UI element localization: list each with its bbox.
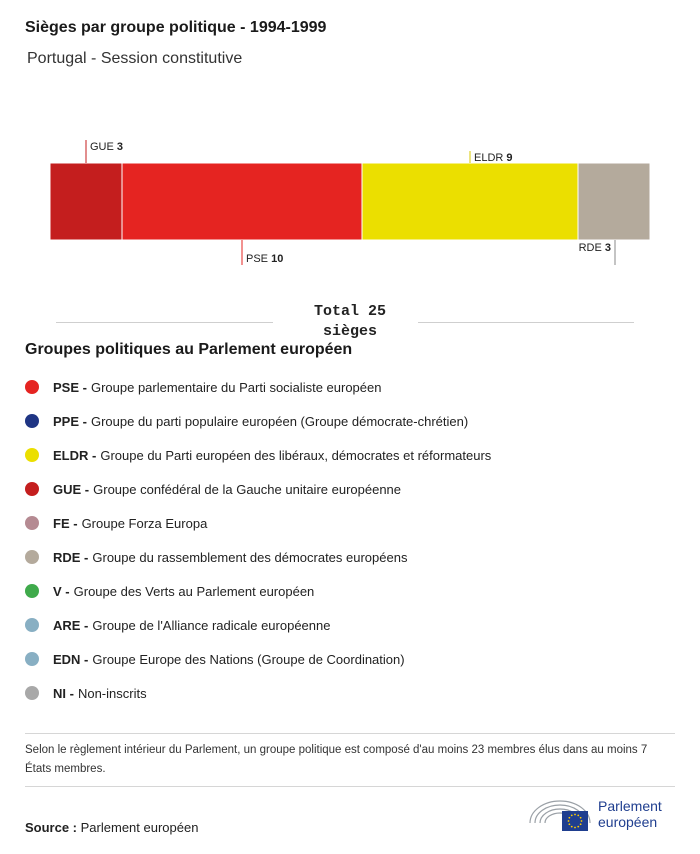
legend-text: Groupe confédéral de la Gauche unitaire européenne <box>93 481 402 497</box>
legend-abbr: PPE - <box>53 413 87 429</box>
logo-text-line2: européen <box>598 814 658 830</box>
chart-subtitle: Portugal - Session constitutive <box>27 50 243 67</box>
eu-star-icon <box>574 827 576 829</box>
legend-abbr: FE - <box>53 515 78 531</box>
total-seats-line2: sièges <box>322 323 377 340</box>
bar-segment-rde <box>578 163 650 240</box>
legend-text: Groupe des Verts au Parlement européen <box>73 583 315 599</box>
legend-dot-icon <box>25 686 39 700</box>
legend-abbr: ELDR - <box>53 447 97 463</box>
note-divider-bottom <box>25 786 675 787</box>
chart-title: Sièges par groupe politique - 1994-1999 <box>25 19 327 36</box>
legend-dot-icon <box>25 618 39 632</box>
bar-segment-gue <box>50 163 122 240</box>
legend-abbr: ARE - <box>53 617 89 633</box>
eu-star-icon <box>571 826 573 828</box>
legend-text: Groupe Europe des Nations (Groupe de Coordination) <box>92 651 405 667</box>
legend-abbr: PSE - <box>53 379 87 395</box>
legend-dot-icon <box>25 516 39 530</box>
legend-item-edn <box>25 642 491 676</box>
eu-star-icon <box>571 814 573 816</box>
parliament-logo <box>528 795 662 833</box>
legend-abbr: V - <box>53 583 70 599</box>
hemicycle-icon <box>528 795 592 833</box>
seat-bar-chart <box>0 130 700 270</box>
eu-star-icon <box>580 823 582 825</box>
legend-dot-icon <box>25 380 39 394</box>
legend-dot-icon <box>25 652 39 666</box>
legend-dot-icon <box>25 448 39 462</box>
logo-text-line1: Parlement <box>598 798 662 814</box>
legend-item-fe <box>25 506 491 540</box>
legend-text: Groupe parlementaire du Parti socialiste européen <box>90 379 382 395</box>
legend-item-ppe <box>25 404 491 438</box>
legend-abbr: GUE - <box>53 481 90 497</box>
legend-abbr: NI - <box>53 685 74 701</box>
eu-star-icon <box>574 814 576 816</box>
total-divider-right <box>418 322 634 323</box>
label-value-eldr: 9 <box>506 152 513 164</box>
legend-text: Groupe du Parti européen des libéraux, démocrates et réformateurs <box>100 447 492 463</box>
legend-dot-icon <box>25 482 39 496</box>
legend-abbr: RDE - <box>53 549 89 565</box>
legend-item-ni <box>25 676 491 710</box>
legend-text: Groupe Forza Europa <box>81 515 208 531</box>
label-eldr <box>474 152 513 164</box>
legend-list <box>25 370 491 710</box>
total-divider-left <box>56 322 273 323</box>
legend-text: Non-inscrits <box>77 685 147 701</box>
eu-star-icon <box>581 820 583 822</box>
legend-heading: Groupes politiques au Parlement européen <box>25 341 353 358</box>
legend-dot-icon <box>25 584 39 598</box>
source-text: Parlement européen <box>80 820 199 835</box>
label-value-pse: 10 <box>271 253 284 265</box>
eu-star-icon <box>568 820 570 822</box>
legend-item-gue <box>25 472 491 506</box>
label-value-rde: 3 <box>604 242 611 254</box>
legend-text: Groupe du rassemblement des démocrates européens <box>92 549 408 565</box>
label-name-pse: PSE <box>246 253 272 265</box>
source-label: Source : <box>25 820 78 835</box>
total-seats-line1: Total 25 <box>313 303 386 320</box>
label-value-gue: 3 <box>116 141 124 153</box>
eu-star-icon <box>580 817 582 819</box>
legend-item-v <box>25 574 491 608</box>
legend-dot-icon <box>25 550 39 564</box>
legend-item-pse <box>25 370 491 404</box>
source-line <box>25 820 198 835</box>
label-pse <box>246 253 283 265</box>
note-divider-top <box>25 733 675 734</box>
legend-text: Groupe de l'Alliance radicale européenne <box>92 617 331 633</box>
label-name-rde: RDE <box>578 242 605 254</box>
legend-dot-icon <box>25 414 39 428</box>
label-rde <box>579 242 611 254</box>
bar-segment-pse <box>122 163 362 240</box>
legend-item-are <box>25 608 491 642</box>
eu-star-icon <box>577 814 579 816</box>
eu-star-icon <box>568 823 570 825</box>
bar-segment-eldr <box>362 163 578 240</box>
legend-item-eldr <box>25 438 491 472</box>
eu-star-icon <box>577 826 579 828</box>
legend-abbr: EDN - <box>53 651 89 667</box>
label-name-gue: GUE <box>90 141 117 153</box>
eu-star-icon <box>568 817 570 819</box>
legend-text: Groupe du parti populaire européen (Groupe démocrate-chrétien) <box>90 413 469 429</box>
footnote: Selon le règlement intérieur du Parlement, un groupe politique est composé d'au moins 23 membres élus dans au moins 7 États membres. <box>25 744 648 775</box>
total-seats-label <box>280 302 420 342</box>
label-gue <box>90 141 123 153</box>
logo-text <box>598 798 662 830</box>
legend-item-rde <box>25 540 491 574</box>
label-name-eldr: ELDR <box>474 152 507 164</box>
